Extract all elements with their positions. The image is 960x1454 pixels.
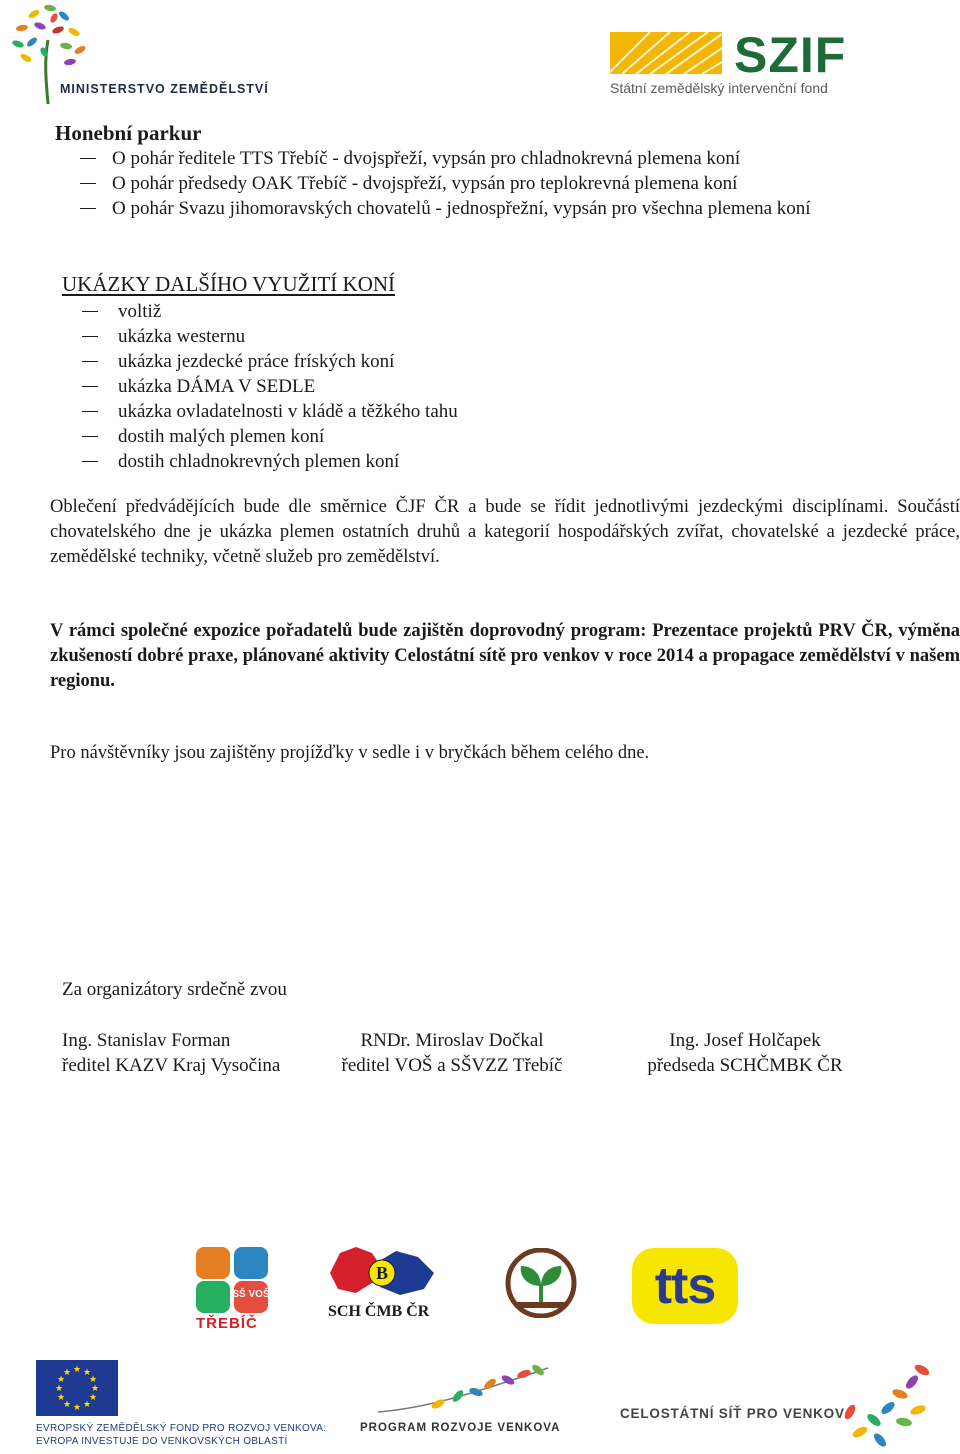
prv-logo-text: PROGRAM ROZVOJE VENKOVA bbox=[360, 1422, 561, 1434]
svg-text:★: ★ bbox=[72, 1365, 82, 1375]
list-item: ukázka DÁMA V SEDLE bbox=[62, 374, 762, 399]
szif-field-icon bbox=[610, 32, 722, 74]
list-item: dostih malých plemen koní bbox=[62, 424, 762, 449]
tts-logo-text: tts bbox=[654, 1257, 716, 1315]
list-item: O pohár předsedy OAK Třebíč - dvojspřeží, vypsán pro teplokrevná plemena koní bbox=[55, 171, 935, 196]
ministry-logo-text: MINISTERSTVO ZEMĚDĚLSTVÍ bbox=[60, 82, 269, 96]
list-item: dostih chladnokrevných plemen koní bbox=[62, 449, 762, 474]
prv-logo bbox=[358, 1362, 561, 1442]
signature-role: ředitel KAZV Kraj Vysočina bbox=[62, 1055, 281, 1076]
invitation-text: Za organizátory srdečně zvou bbox=[62, 979, 287, 1000]
csv-logo-text: CELOSTÁTNÍ SÍŤ PRO VENKOV bbox=[620, 1406, 845, 1421]
paragraph-dress-code: Oblečení předvádějících bude dle směrnice ČJF ČR a bude se řídit jednotlivými jezdeckými disciplínami. Součástí chovatelského dne je ukázka plemen ostatních druhů a kategorií hospodářských zvířat, chovatelské a jezdecké práce, zemědělské techniky, včetně služeb pro zemědělství. bbox=[50, 497, 960, 567]
list-item: ukázka ovladatelnosti v kládě a těžkého tahu bbox=[62, 399, 762, 424]
szif-logo bbox=[610, 27, 855, 100]
signature-dockal bbox=[326, 1028, 578, 1078]
paragraph-rides: Pro návštěvníky jsou zajištěny projížďky v sedle i v bryčkách během celého dne. bbox=[50, 743, 650, 763]
schcmb-map-icon bbox=[326, 1243, 438, 1303]
ukazky-list bbox=[62, 299, 762, 474]
svg-text:★: ★ bbox=[54, 1384, 64, 1394]
svg-text:★: ★ bbox=[90, 1384, 100, 1394]
signature-holcapek bbox=[630, 1028, 860, 1078]
svg-text:★: ★ bbox=[72, 1403, 82, 1413]
signature-role: předseda SCHČMBK ČR bbox=[647, 1055, 843, 1076]
parkur-list bbox=[55, 146, 935, 221]
list-item: ukázka westernu bbox=[62, 324, 762, 349]
tts-badge bbox=[632, 1248, 738, 1324]
section-heading-parkur: Honební parkur bbox=[55, 121, 202, 145]
svg-text:★: ★ bbox=[56, 1393, 66, 1403]
trebic-school-logo bbox=[194, 1245, 270, 1335]
signature-name: RNDr. Miroslav Dočkal bbox=[360, 1030, 544, 1051]
tts-logo bbox=[632, 1248, 738, 1324]
eu-fund-line1: EVROPSKÝ ZEMĚDĚLSKÝ FOND PRO ROZVOJ VENKOVA: bbox=[36, 1423, 327, 1434]
csv-leaves-icon bbox=[830, 1362, 940, 1450]
trebic-puzzle-icon bbox=[194, 1245, 270, 1315]
paragraph-program: V rámci společné expozice pořadatelů bude zajištěn doprovodný program: Prezentace projektů PRV ČR, výměna zkušeností dobré praxe, plánované aktivity Celostátní sítě pro venkov v roce 2014 a propagace zemědělství v našem regionu. bbox=[50, 621, 960, 691]
szif-logo-text: SZIF bbox=[734, 27, 847, 83]
list-item: O pohár ředitele TTS Třebíč - dvojspřeží, vypsán pro chladnokrevná plemena koní bbox=[55, 146, 935, 171]
schcmb-logo-text: SCH ČMB ČR bbox=[328, 1303, 430, 1320]
svg-text:★: ★ bbox=[82, 1400, 92, 1410]
schcmb-logo bbox=[326, 1243, 440, 1323]
svg-text:★: ★ bbox=[88, 1393, 98, 1403]
eu-fund-line2: EVROPA INVESTUJE DO VENKOVSKÝCH OBLASTÍ bbox=[36, 1436, 288, 1447]
svg-text:★: ★ bbox=[62, 1368, 72, 1378]
csv-logo bbox=[620, 1362, 940, 1450]
sprout-logo bbox=[503, 1248, 579, 1318]
trebic-inner-text: SŠ VOŠ bbox=[232, 1289, 270, 1300]
svg-text:★: ★ bbox=[88, 1375, 98, 1385]
trebic-logo-text: TŘEBÍČ bbox=[196, 1315, 258, 1332]
eu-flag-icon bbox=[36, 1360, 118, 1416]
ministry-logo bbox=[4, 0, 274, 106]
svg-text:★: ★ bbox=[56, 1375, 66, 1385]
signature-name: Ing. Stanislav Forman bbox=[62, 1030, 231, 1051]
schcmb-letter: B bbox=[375, 1263, 389, 1283]
szif-subtitle: Státní zemědělský intervenční fond bbox=[610, 80, 828, 96]
prv-leaves-icon bbox=[358, 1362, 558, 1418]
list-item: voltiž bbox=[62, 299, 762, 324]
sprout-icon bbox=[503, 1248, 579, 1318]
section-heading-ukazky: UKÁZKY DALŠÍHO VYUŽITÍ KONÍ bbox=[62, 272, 396, 296]
signature-name: Ing. Josef Holčapek bbox=[669, 1030, 821, 1051]
signature-forman bbox=[62, 1028, 280, 1078]
signature-role: ředitel VOŠ a SŠVZZ Třebíč bbox=[341, 1055, 563, 1076]
svg-text:★: ★ bbox=[62, 1400, 72, 1410]
list-item: ukázka jezdecké práce fríských koní bbox=[62, 349, 762, 374]
svg-text:★: ★ bbox=[82, 1368, 92, 1378]
list-item: O pohár Svazu jihomoravských chovatelů - jednospřežní, vypsán pro všechna plemena koní bbox=[55, 196, 935, 221]
eu-logo bbox=[36, 1360, 327, 1450]
